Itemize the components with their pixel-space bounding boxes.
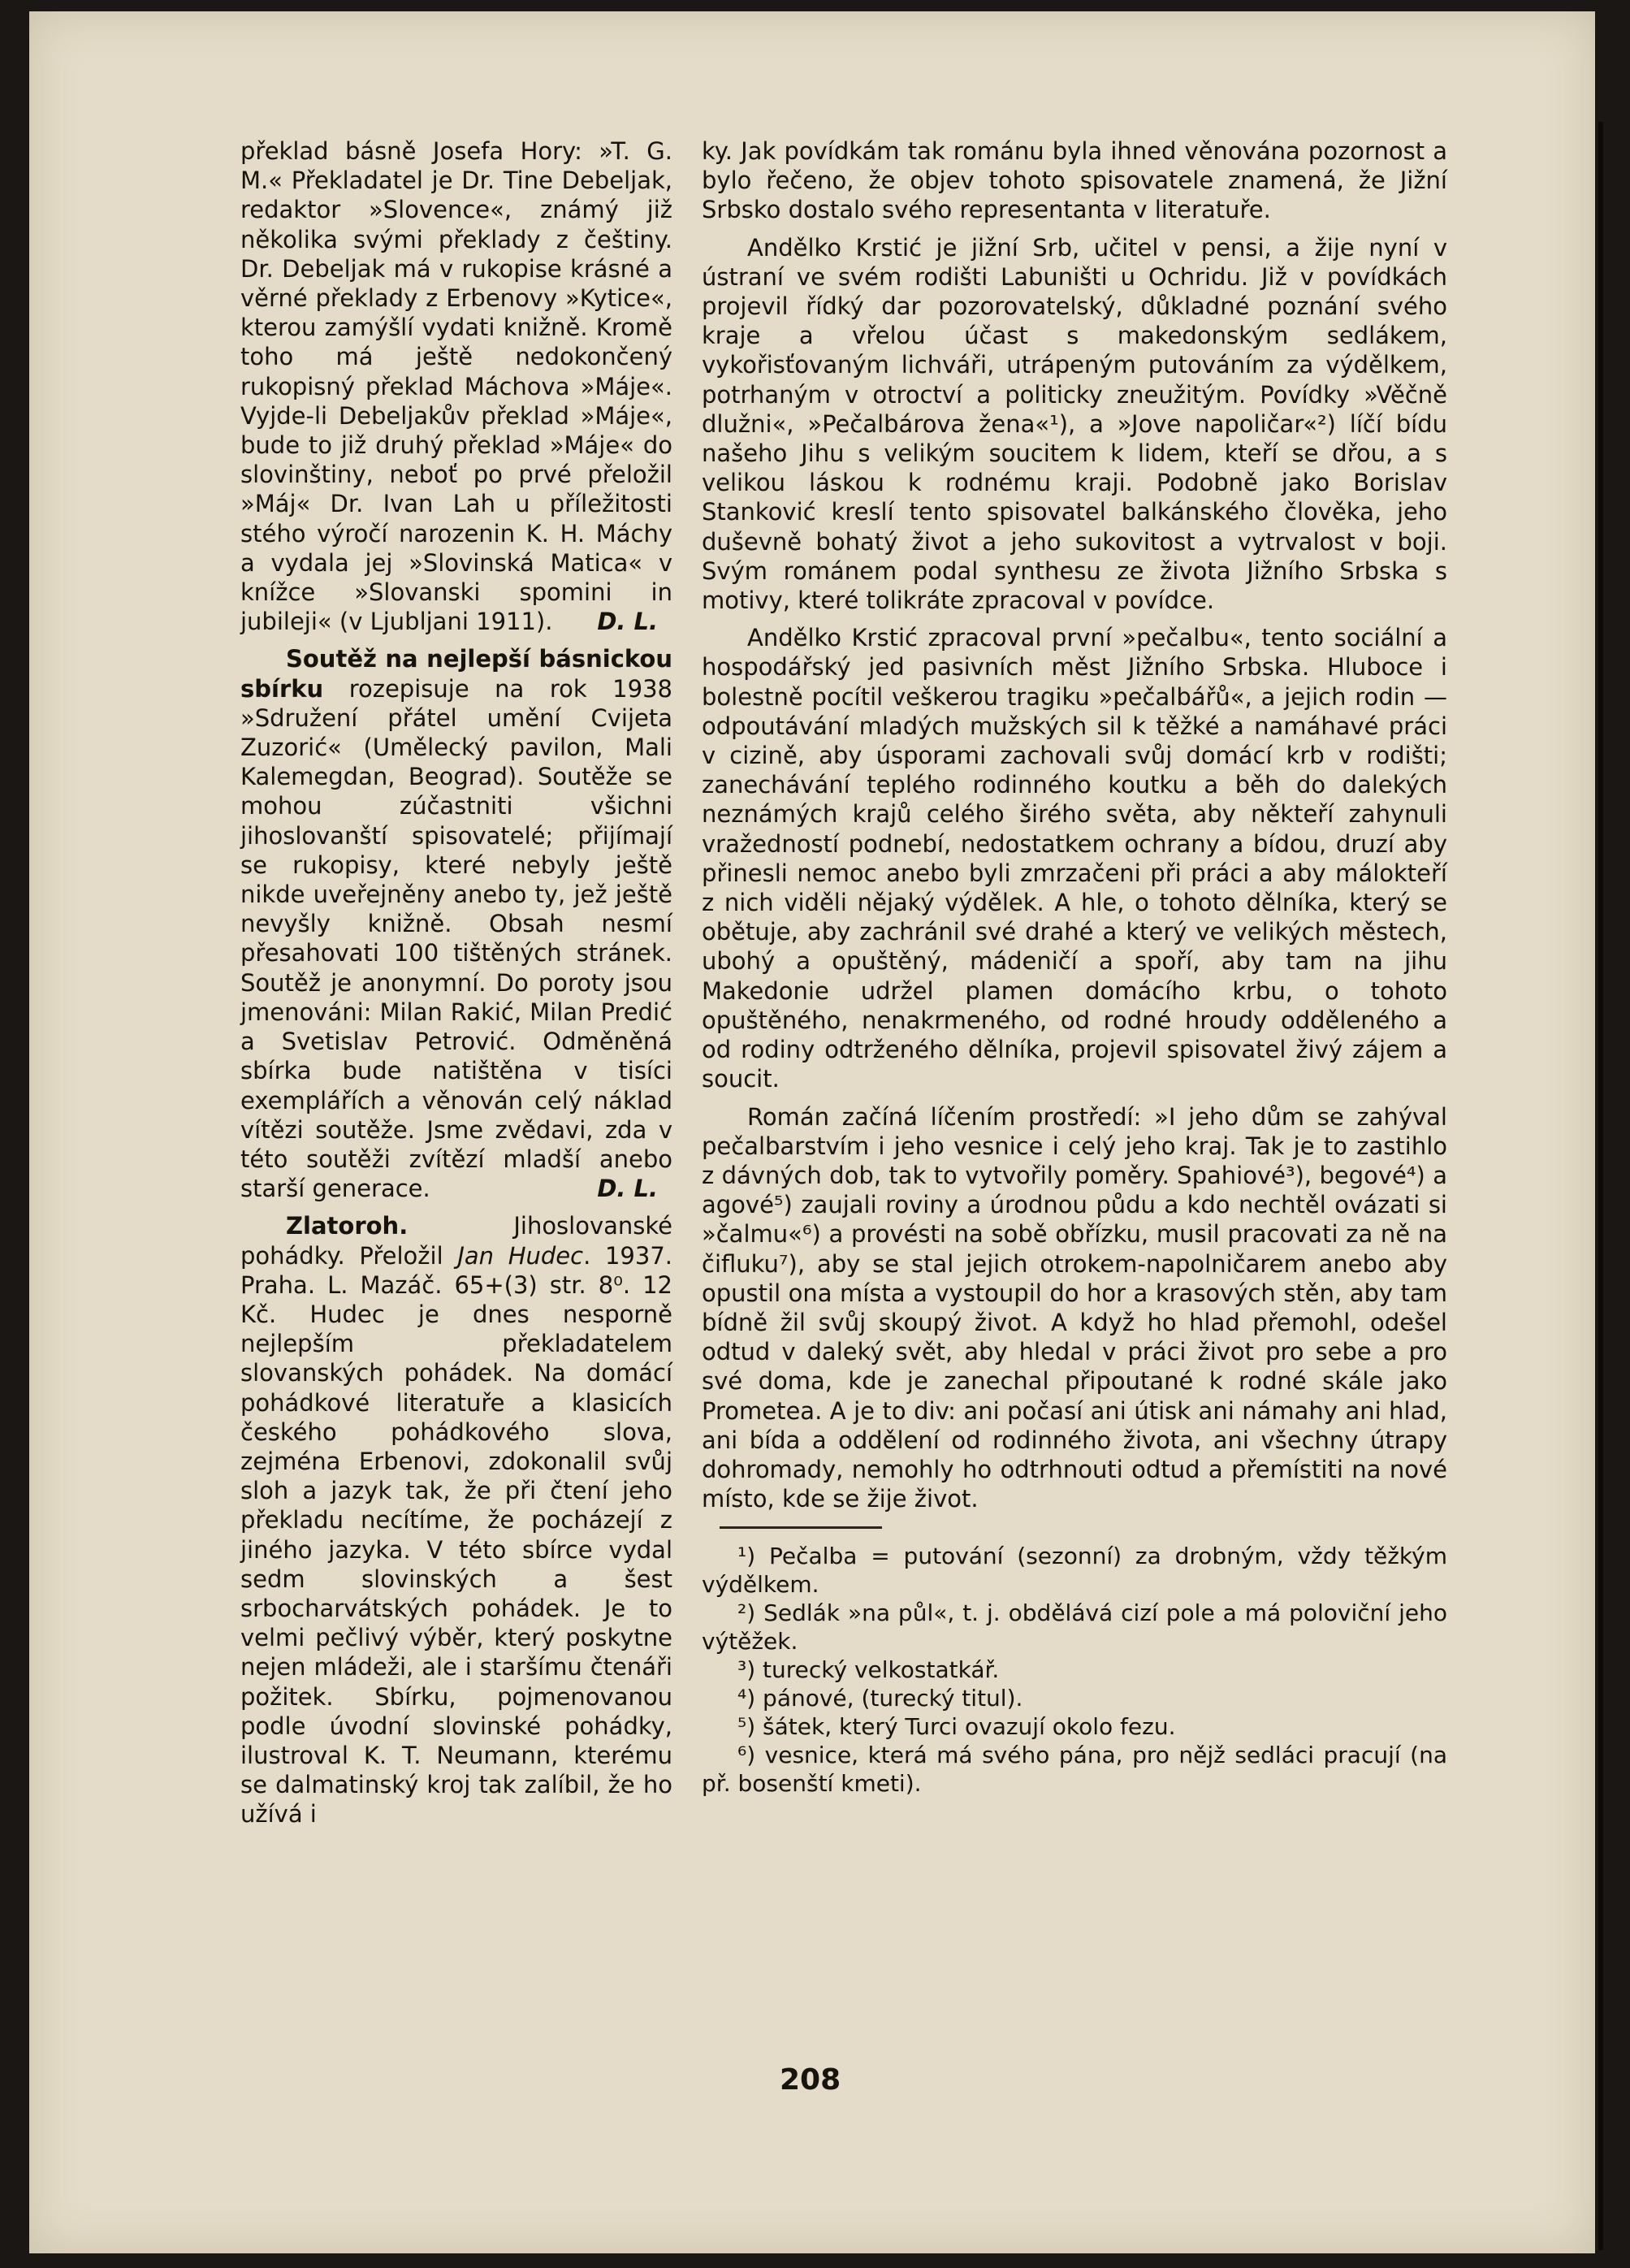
footnotes: [702, 1542, 1447, 1798]
competition-heading: Soutěž na nejlepší básnickou sbírku: [240, 645, 672, 703]
footnote-6: ⁶) vesnice, která má svého pána, pro nějž sedláci pracují (na př. bosenští kmeti).: [702, 1742, 1447, 1798]
left-paragraph-translation: [240, 136, 672, 636]
zlatoroh-heading: Zlatoroh.: [286, 1212, 409, 1240]
right-column: [702, 136, 1447, 1798]
zlatoroh-text-a: Jihoslovanské pohádky. Přeložil: [240, 1212, 672, 1270]
footnote-3: ³) turecký velkostatkář.: [737, 1656, 1000, 1684]
right-paragraph-4: Román začíná líčením prostředí: »I jeho dům se zahýval pečalbarstvím i jeho vesnice i celý jeho kraj. Tak je to zastihlo z dávných dob, tak to vytvořily poměry. Spahiové³), begové⁴) a agové⁵) zaujali roviny a úrodnou půdu a kdo nechtěl ovázati si »čalmu«⁶) a provésti na sobě obřízku, musil pracovati za ně na čifluku⁷), aby se stal jejich otrokem-napolničarem anebo aby opustil ona místa a vystoupil do hor a krasových stěn, aby tam bídně žil svůj skoupý život. A když ho hlad přemohl, odešel odtud v daleký svět, aby hledal v práci život pro sebe a pro své doma, kde je zanechal připoutané k rodné skále jako Prometea. A je to div: ani počasí ani útisk ani námahy ani hlad, ani bída a oddělení od rodinného života, ani všechny útrapy dohromady, nemohly ho odtrhnouti odtud a přemístiti na nové místo, kde se žije život.: [702, 1102, 1447, 1513]
left-paragraph-zlatoroh: [240, 1211, 672, 1829]
signature-2: D. L.: [597, 1175, 658, 1203]
right-paragraph-2: Andělko Krstić je jižní Srb, učitel v pensi, a žije nyní v ústraní ve svém rodišti Labuništi u Ochridu. Již v povídkách projevil řídký dar pozorovatelský, důkladné poznání svého kraje a vřelou účast s makedonským sedlákem, vykořisťovaným lichváři, utrápeným putováním za výdělkem, potrhaným v otroctví a politicky zneužitým. Povídky »Věčně dlužni«, »Pečalbárova žena«¹), a »Jove napoličar«²) líčí bídu našeho Jihu s velikým soucitem k lidem, kteří se dřou, a s velikou láskou k rodnému kraji. Podobně jako Borislav Stanković kreslí tento spisovatel balkánského člověka, jeho duševně bohatý život a jeho sukovitost a vytrvalost v boji. Svým románem podal synthesu ze života Jižního Srbska s motivy, které tolikráte zpracoval v povídce.: [702, 233, 1447, 615]
left-paragraph-competition: [240, 644, 672, 1203]
left-paragraph-1-text: překlad básně Josefa Hory: »T. G. M.« Překladatel je Dr. Tine Debeljak, redaktor »Slovence«, známý již několika svými překlady z češtiny. Dr. Debeljak má v rukopise krásné a věrné překlady z Erbenovy »Kytice«, kterou zamýšlí vydati knižně. Kromě toho má ještě nedokončený rukopisný překlad Máchova »Máje«. Vyjde-li Debeljakův překlad »Máje«, bude to již druhý překlad »Máje« do slovinštiny, neboť po prvé přeložil »Máj« Dr. Ivan Lah u příležitosti stého výročí narozenin K. H. Máchy a vydala jej »Slovinská Matica« v knížce »Slovanski spomini in jubileji« (v Ljubljani 1911).: [240, 137, 672, 636]
page-number: 208: [780, 2063, 841, 2097]
left-column: [240, 136, 672, 1829]
footnote-2: ²) Sedlák »na půl«, t. j. obdělává cizí pole a má poloviční jeho výtěžek.: [702, 1599, 1447, 1656]
signature-1: D. L.: [597, 608, 658, 636]
competition-text: rozepisuje na rok 1938 »Sdružení přátel umění Cvijeta Zuzorić« (Umělecký pavilon, Mali Kalemegdan, Beograd). Soutěže se mohou zúčastniti všichni jihoslovanští spisovatelé; přijímají se rukopisy, které nebyly ještě nikde uveřejněny anebo ty, jež ještě nevyšly knižně. Obsah nesmí přesahovati 100 tištěných stránek. Soutěž je anonymní. Do poroty jsou jmenováni: Milan Rakić, Milan Predić a Svetislav Petrović. Odměněná sbírka bude natištěna v tisíci exemplářích a věnován celý náklad vítězi soutěže. Jsme zvědavi, zda v této soutěži zvítězí mladší anebo starší generace.: [240, 674, 672, 1203]
footnote-1: ¹) Pečalba = putování (sezonní) za drobným, vždy těžkým výdělkem.: [702, 1543, 1447, 1599]
footnote-separator: [720, 1526, 882, 1529]
right-paragraph-1: ky. Jak povídkám tak románu byla ihned věnována pozornost a bylo řečeno, že objev tohoto spisovatele znamená, že Jižní Srbsko dostalo svého representanta v literatuře.: [702, 137, 1447, 224]
footnote-4: ⁴) pánové, (turecký titul).: [737, 1685, 1023, 1712]
footnote-5: ⁵) šátek, který Turci ovazují okolo fezu.: [737, 1713, 1176, 1741]
right-paragraph-3: Andělko Krstić zpracoval první »pečalbu«, tento sociální a hospodářský jed pasivních měst Jižního Srbska. Hluboce i bolestně pocítil veškerou tragiku »pečalbářů«, a jejich rodin — odpoutávání mladých mužských sil k těžké a namáhavé práci v cizině, aby úsporami zachovali svůj domácí krb v rodišti; zanechávání teplého rodinného koutku a běh do dalekých neznámých krajů celého širého světa, aby někteří zahynuli vražedností podnebí, nedostatkem ochrany a bídou, druzí aby přinesli nemoc anebo byli zmrzačeni při práci a aby málokteří z nich viděli nějaký výdělek. A hle, o tohoto dělníka, který se obětuje, aby zachránil své drahé a který ve velikých městech, ubohý a opuštěný, mádeničí a spoří, aby tam na jihu Makedonie udržel plamen domácího krbu, o tohoto opuštěného, nenakrmeného, od rodné hroudy odděleného a od rodiny odtrženého dělníka, projevil spisovatel živý zájem a soucit.: [702, 624, 1447, 1093]
zlatoroh-text-b: . 1937. Praha. L. Mazáč. 65+(3) str. 8⁰. 12 Kč. Hudec je dnes nesporně nejlepším překladatelem slovanských pohádek. Na domácí pohádkové literatuře a klasicích českého pohádkového slova, zejména Erbenovi, zdokonalil svůj sloh a jazyk tak, že při čtení jeho překladu necítíme, že pocházejí z jiného jazyka. V této sbírce vydal sedm slovinských a šest srbocharvátských pohádek. Je to velmi pečlivý výběr, který poskytne nejen mládeži, ale i staršímu čtenáři požitek. Sbírku, pojmenovanou podle úvodní slovinské pohádky, ilustroval K. T. Neumann, kterému se dalmatinský kroj tak zalíbil, že ho užívá i: [240, 1241, 672, 1829]
right-edge-rule: [1598, 122, 1603, 2250]
translator-name: Jan Hudec: [457, 1241, 584, 1270]
